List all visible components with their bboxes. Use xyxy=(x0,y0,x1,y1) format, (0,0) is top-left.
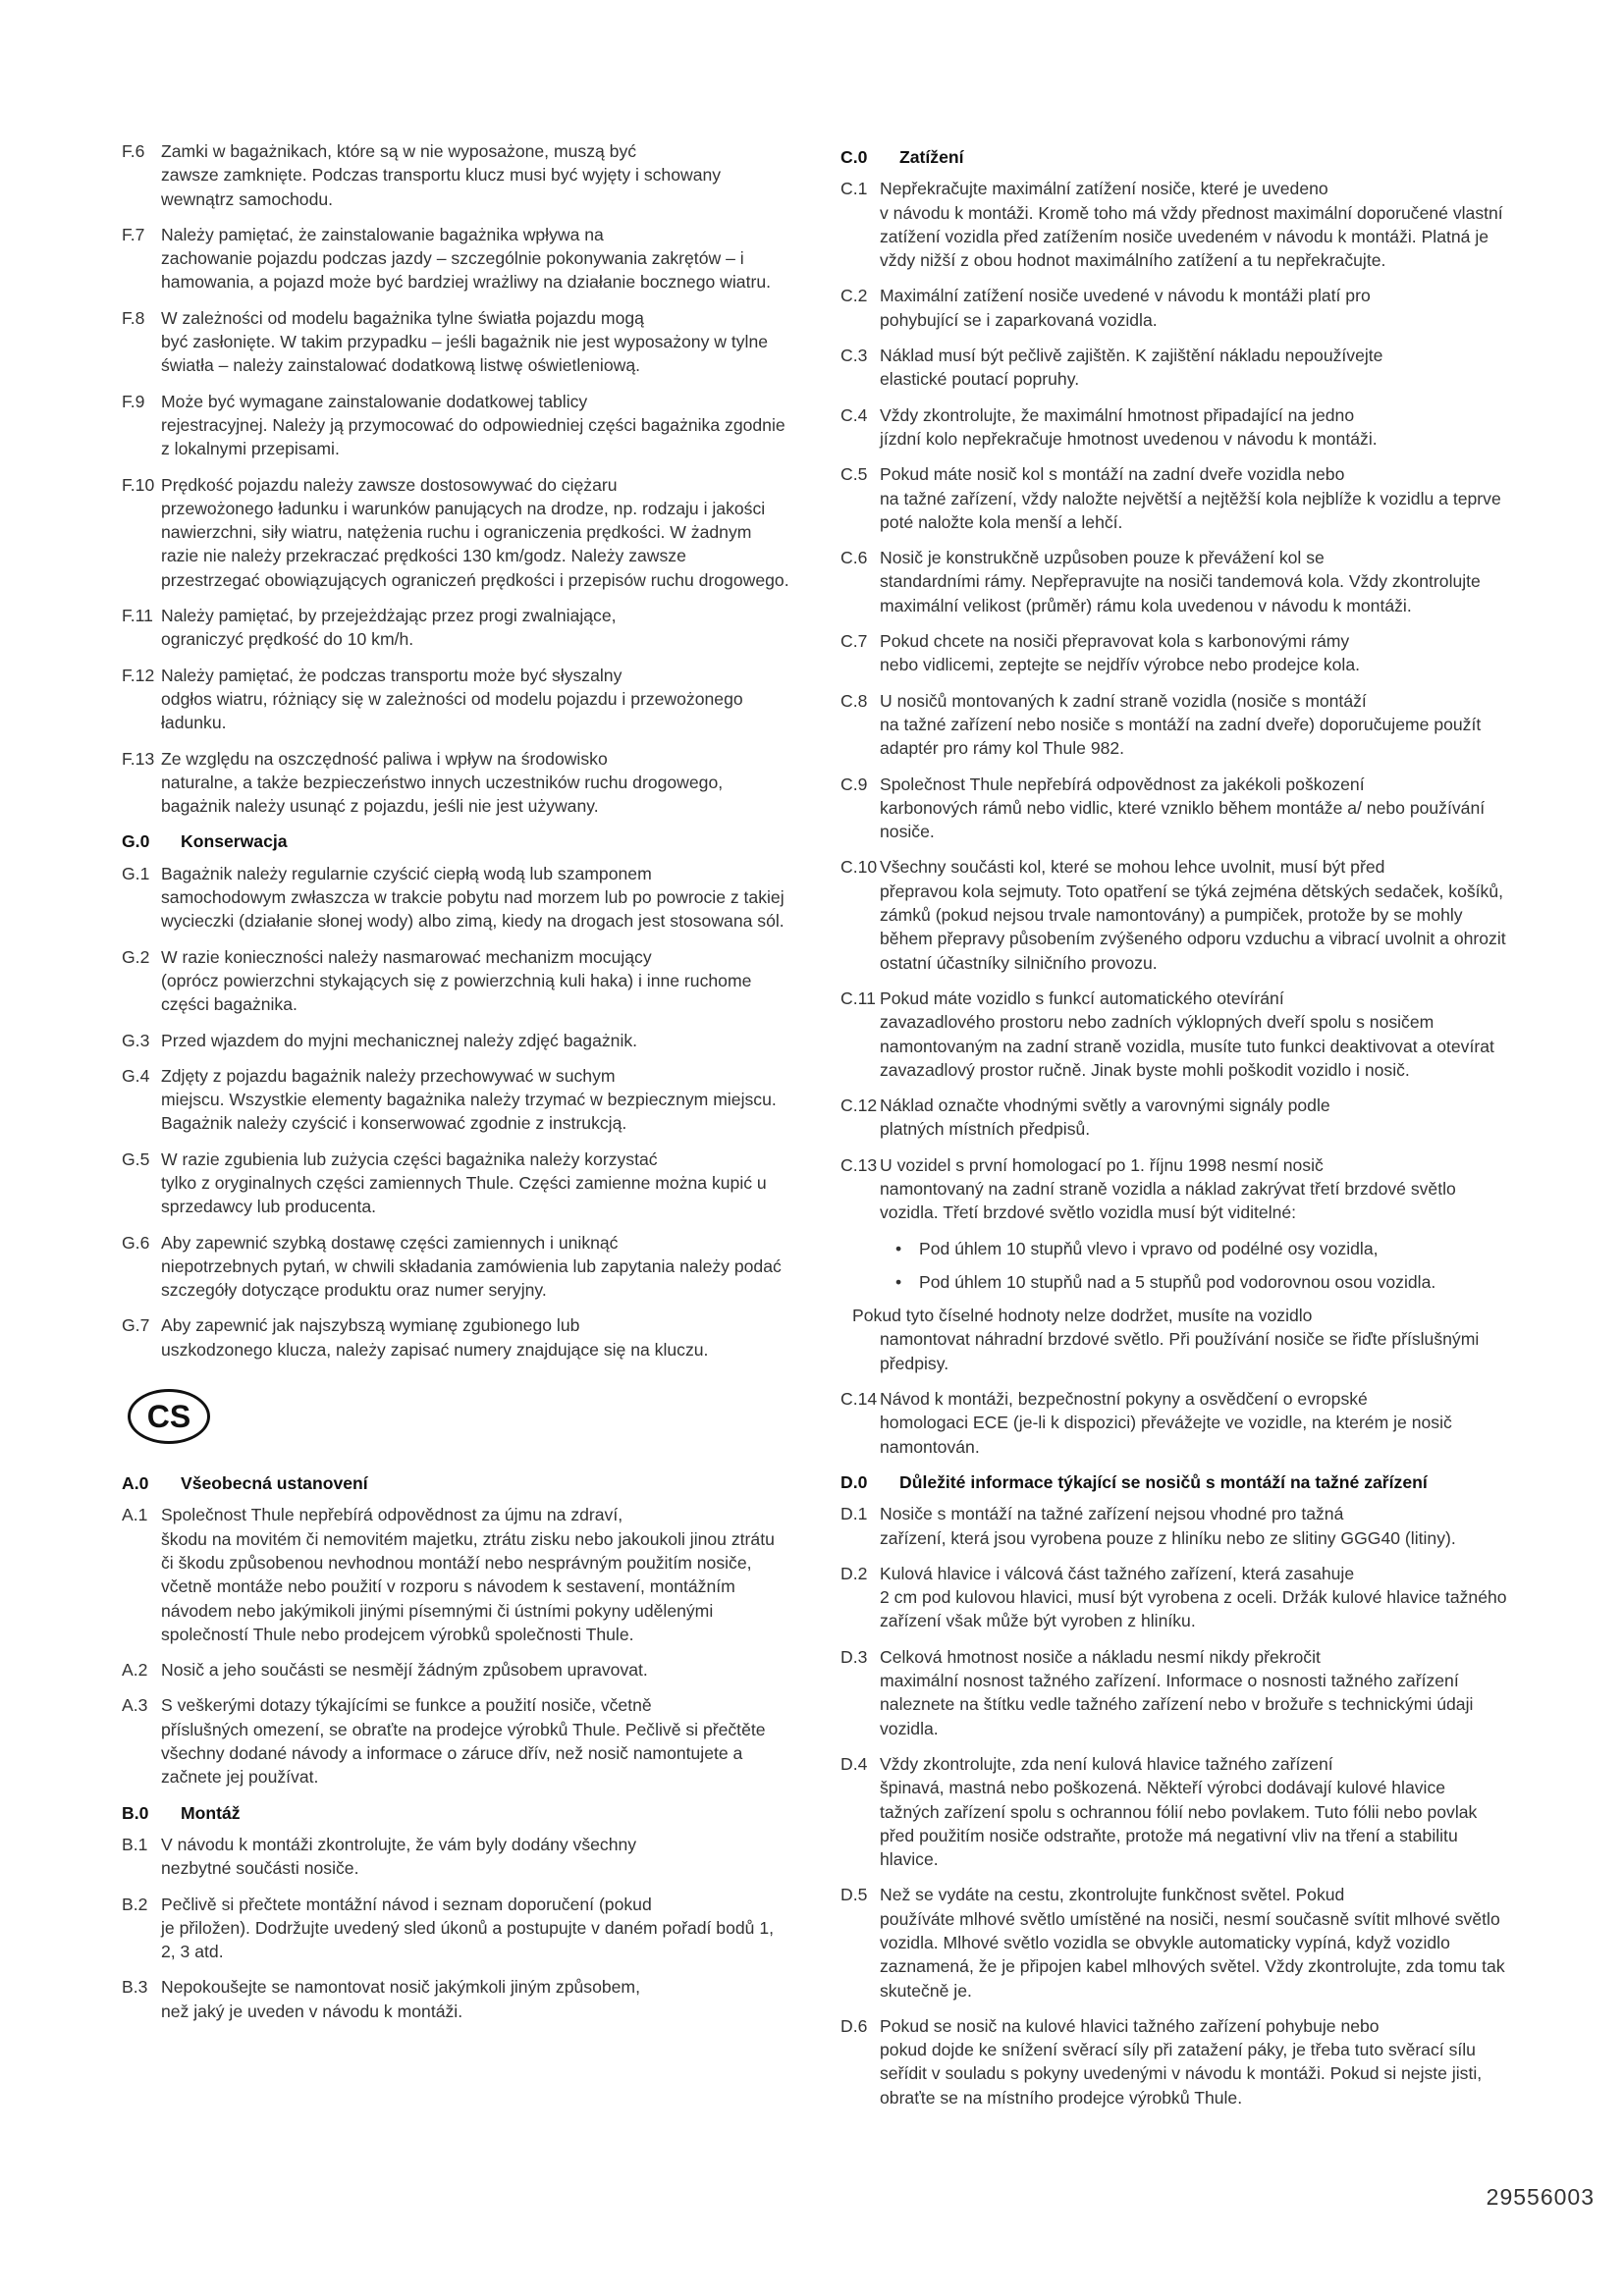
item-number: G.3 xyxy=(122,1030,150,1050)
item-text-continued: samochodowym zwłaszcza w trakcie pobytu nad morzem lub po powrocie z takiej wycieczki (działanie słonej wody) albo zimą, kiedy na drogach jest stosowana sól. xyxy=(161,887,785,932)
section-f-item xyxy=(122,747,789,819)
c13-bullet xyxy=(840,1237,1508,1260)
item-number: C.5 xyxy=(840,464,868,485)
section-title: Všeobecná ustanovení xyxy=(181,1473,368,1494)
section-a-item xyxy=(122,1658,789,1682)
section-c-item xyxy=(840,344,1508,392)
item-number: B.1 xyxy=(122,1834,148,1854)
item-number: G.2 xyxy=(122,946,150,967)
section-b-item xyxy=(122,1975,789,2023)
item-text: Nepokoušejte se namontovat nosič jakýmkoli jiným způsobem, xyxy=(161,1977,640,1998)
item-text: Celková hmotnost nosiče a nákladu nesmí nikdy překročit xyxy=(880,1646,1321,1667)
section-g-item xyxy=(122,1313,789,1362)
item-text-continued: špinavá, mastná nebo poškozená. Někteří výrobci dodávají kulové hlavice tažných zařízení spolu s ochrannou fólií nebo povlakem. Tuto fólii nebo povlak před použitím nosiče odstraňte, protože má negativní vliv na tření a stabilitu hlavice. xyxy=(880,1778,1478,1870)
item-text-continued: zawsze zamknięte. Podczas transportu klucz musi być wyjęty i schowany wewnątrz samochodu. xyxy=(161,165,722,209)
item-text-continued: maximální nosnost tažného zařízení. Informace o nosnosti tažného zařízení naleznete na štítku vedle tažného zařízení nebo v brožuře s technickými údaji vozidla. xyxy=(880,1671,1474,1738)
section-a-heading xyxy=(122,1471,789,1495)
item-text: Nepřekračujte maximální zatížení nosiče, které je uvedeno xyxy=(880,179,1328,199)
section-g-item xyxy=(122,862,789,934)
item-number: D.3 xyxy=(840,1646,868,1667)
item-text-continued: (oprócz powierzchni stykających się z powierzchnią kuli haka) i inne ruchome części bagażnika. xyxy=(161,970,752,1015)
section-d-item xyxy=(840,1645,1508,1740)
item-text: Należy pamiętać, że zainstalowanie bagażnika wpływa na xyxy=(161,224,604,244)
section-f-item xyxy=(122,604,789,652)
item-text: Może być wymagane zainstalowanie dodatkowej tablicy xyxy=(161,391,588,411)
item-text: Všechny součásti kol, které se mohou lehce uvolnit, musí být před xyxy=(880,857,1385,878)
item-number: C.11 xyxy=(840,988,876,1008)
section-d-item xyxy=(840,2014,1508,2109)
c13-bullet xyxy=(840,1270,1508,1294)
item-text: Przed wjazdem do myjni mechanicznej należy zdjęć bagażnik. xyxy=(161,1030,638,1050)
item-text: Kulová hlavice i válcová část tažného zařízení, která zasahuje xyxy=(880,1563,1355,1583)
section-g-item xyxy=(122,1148,789,1219)
item-number: A.3 xyxy=(122,1695,148,1716)
item-number: F.12 xyxy=(122,665,155,685)
item-text: Náklad označte vhodnými světly a varovnými signály podle xyxy=(880,1095,1330,1116)
section-f-item xyxy=(122,473,789,592)
section-c-item xyxy=(840,284,1508,332)
c13-note xyxy=(852,1304,1508,1375)
item-number: F.10 xyxy=(122,474,155,495)
section-c-item xyxy=(840,462,1508,534)
item-number: C.10 xyxy=(840,857,878,878)
item-number: F.11 xyxy=(122,606,153,626)
item-text-continued: być zasłonięte. W takim przypadku – jeśli bagażnik nie jest wyposażony w tylne światła – należy zainstalować dodatkową listwę oświetleniową. xyxy=(161,332,769,376)
item-number: D.5 xyxy=(840,1885,868,1905)
item-number: F.6 xyxy=(122,141,145,161)
item-text: U vozidel s první homologací po 1. říjnu 1998 nesmí nosič xyxy=(880,1154,1324,1175)
item-text-continued: zavazadlového prostoru nebo zadních výklopných dveří spolu s nosičem namontovaným na zadní straně vozidla, musíte tuto funkci deaktivovat a otevírat zavazadlový prostor ručně. Jinak byste mohli poškodit vozidlo i nosič. xyxy=(880,1012,1494,1080)
section-b-item xyxy=(122,1893,789,1964)
item-number: D.6 xyxy=(840,2015,868,2036)
item-number: C.14 xyxy=(840,1389,878,1410)
item-text-continued: niepotrzebnych pytań, w chwili składania zamówienia lub zapytania należy podać szczegóły dotyczące produktu oraz numer seryjny. xyxy=(161,1255,782,1301)
item-number: C.13 xyxy=(840,1154,878,1175)
section-d-item xyxy=(840,1883,1508,2002)
item-text-continued: odgłos wiatru, różniący się w zależności od modelu pojazdu i przewożonego ładunku. xyxy=(161,688,743,733)
item-text-continued: na tažné zařízení, vždy naložte největší a nejtěžší kola nejblíže k vozidlu a teprve poté naložte kola menší a lehčí. xyxy=(880,488,1501,532)
item-number: G.7 xyxy=(122,1315,150,1336)
item-number: F.9 xyxy=(122,391,145,411)
item-number: A.2 xyxy=(122,1660,148,1681)
item-number: A.1 xyxy=(122,1505,148,1525)
item-text-continued: rejestracyjnej. Należy ją przymocować do odpowiedniej części bagażnika zgodnie z lokalnymi przepisami. xyxy=(161,414,785,459)
item-text: Společnost Thule nepřebírá odpovědnost za újmu na zdraví, xyxy=(161,1505,623,1525)
item-text-continued: používáte mlhové světlo umístěné na nosiči, nesmí současně svítit mlhové světlo vozidla. Mlhové světlo vozidla se obvykle automaticky vypíná, když vozidlo zaznamená, že je připojen kabel mlhových světel. Vždy zkontrolujte, zda tomu tak skutečně je. xyxy=(880,1908,1505,2001)
note-text-continued: namontovat náhradní brzdové světlo. Při používání nosiče se řiďte příslušnými předpisy. xyxy=(880,1329,1480,1373)
item-text: Náklad musí být pečlivě zajištěn. K zajištění nákladu nepoužívejte xyxy=(880,346,1383,366)
item-text: Vždy zkontrolujte, že maximální hmotnost připadající na jedno xyxy=(880,404,1355,425)
section-title: Zatížení xyxy=(899,147,964,167)
section-f-item xyxy=(122,306,789,378)
section-c-item xyxy=(840,987,1508,1082)
item-text-continued: naturalne, a także bezpieczeństwo innych uczestników ruchu drogowego, bagażnik należy usunąć z pojazdu, jeśli nie jest używany. xyxy=(161,772,724,817)
section-d-item xyxy=(840,1752,1508,1871)
section-b-heading xyxy=(122,1801,789,1825)
section-a-item xyxy=(122,1693,789,1789)
item-text-continued: nezbytné součásti nosiče. xyxy=(161,1858,359,1879)
item-number: C.7 xyxy=(840,631,868,652)
item-text-continued: je přiložen). Dodržujte uvedený sled úkonů a postupujte v daném pořadí bodů 1, 2, 3 atd. xyxy=(161,1917,775,1962)
section-c-item xyxy=(840,855,1508,974)
bullet-text: Pod úhlem 10 stupňů vlevo i vpravo od podélné osy vozidla, xyxy=(919,1238,1379,1258)
item-number: C.9 xyxy=(840,774,868,794)
item-number: F.13 xyxy=(122,748,155,769)
item-text-continued: na tažné zařízení nebo nosiče s montáží na zadní dveře) doporučujeme použít adaptér pro rámy kol Thule 982. xyxy=(880,714,1482,759)
item-text: Nosič je konstrukčně uzpůsoben pouze k převážení kol se xyxy=(880,548,1325,568)
item-text: Aby zapewnić jak najszybszą wymianę zgubionego lub xyxy=(161,1315,580,1336)
section-g-item xyxy=(122,1029,789,1052)
item-text-continued: homologaci ECE (je-li k dispozici) převážejte ve vozidle, na kterém je nosič namontován. xyxy=(880,1413,1452,1457)
item-text: S veškerými dotazy týkajícími se funkce a použití nosiče, včetně xyxy=(161,1695,652,1716)
item-text-continued: jízdní kolo nepřekračuje hmotnost uvedenou v návodu k montáži. xyxy=(880,428,1378,449)
section-d-item xyxy=(840,1502,1508,1550)
item-text: W razie zgubienia lub zużycia części bagażnika należy korzystać xyxy=(161,1148,658,1169)
item-text-continued: přepravou kola sejmuty. Toto opatření se týká zejména dětských sedaček, košíků, zámků (pokud nejsou trvale namontovány) a pumpiček, protože by se mohly během přepravy působením zvýšeného odporu vzduchu a vibrací uvolnit a ohrozit ostatní účastníky silničního provozu. xyxy=(880,881,1506,973)
item-number: G.6 xyxy=(122,1232,150,1253)
item-text-continued: pohybující se i zaparkovaná vozidla. xyxy=(880,309,1158,330)
section-g-item xyxy=(122,1231,789,1303)
item-text-continued: elastické poutací popruhy. xyxy=(880,369,1080,390)
section-f-item xyxy=(122,139,789,211)
item-number: G.5 xyxy=(122,1148,150,1169)
item-text-continued: příslušných omezení, se obraťte na prodejce výrobků Thule. Pečlivě si přečtěte všechny dodané návody a informace o záruce dřív, než nosič namontujete a začnete jej používat. xyxy=(161,1719,766,1788)
item-number: C.2 xyxy=(840,286,868,306)
section-f-item xyxy=(122,664,789,735)
item-text: Należy pamiętać, by przejeżdżając przez progi zwalniające, xyxy=(161,606,617,626)
bullet-icon: • xyxy=(895,1271,902,1292)
section-c-item xyxy=(840,1094,1508,1142)
section-c-item xyxy=(840,773,1508,844)
item-number: C.1 xyxy=(840,179,868,199)
item-text: Zdjęty z pojazdu bagażnik należy przechowywać w suchym xyxy=(161,1065,616,1086)
item-text-continued: nebo vidlicemi, zeptejte se nejdřív výrobce nebo prodejce kola. xyxy=(880,655,1360,675)
left-column xyxy=(122,139,789,2035)
item-text: Společnost Thule nepřebírá odpovědnost za jakékoli poškození xyxy=(880,774,1365,794)
item-text: Bagażnik należy regularnie czyścić ciepłą wodą lub szamponem xyxy=(161,863,652,883)
item-text: Maximální zatížení nosiče uvedené v návodu k montáži platí pro xyxy=(880,286,1371,306)
item-text: W zależności od modelu bagażnika tylne światła pojazdu mogą xyxy=(161,307,644,328)
item-text: Ze względu na oszczędność paliwa i wpływ na środowisko xyxy=(161,748,608,769)
item-number: D.2 xyxy=(840,1563,868,1583)
item-text-continued: platných místních předpisů. xyxy=(880,1119,1091,1140)
item-number: G.1 xyxy=(122,863,150,883)
section-c-item xyxy=(840,177,1508,272)
section-c-item xyxy=(840,1387,1508,1459)
item-number: B.2 xyxy=(122,1894,148,1914)
item-number: C.3 xyxy=(840,346,868,366)
language-badge-cs: CS xyxy=(128,1389,210,1444)
item-text-continued: uszkodzonego klucza, należy zapisać numery znajdujące się na kluczu. xyxy=(161,1339,709,1360)
section-c-item xyxy=(840,403,1508,452)
item-text: V návodu k montáži zkontrolujte, že vám byly dodány všechny xyxy=(161,1834,637,1854)
item-text: Pokud máte nosič kol s montáží na zadní dveře vozidla nebo xyxy=(880,464,1345,485)
section-g-heading xyxy=(122,829,789,853)
item-text-continued: tylko z oryginalnych części zamiennych Thule. Części zamienne można kupić u sprzedawcy lub producenta. xyxy=(161,1172,767,1217)
item-text-continued: zařízení, která jsou vyrobena pouze z hliníku nebo ze slitiny GGG40 (litiny). xyxy=(880,1527,1456,1548)
section-title: Montáž xyxy=(181,1802,241,1823)
item-text-continued: miejscu. Wszystkie elementy bagażnika należy trzymać w bezpiecznym miejscu. Bagażnik należy czyścić i konserwować zgodnie z instrukcją. xyxy=(161,1090,777,1134)
item-text: Zamki w bagażnikach, które są w nie wyposażone, muszą być xyxy=(161,141,637,161)
item-text-continued: v návodu k montáži. Kromě toho má vždy přednost maximální doporučené vlastní zatížení vozidla před zatížením nosiče uvedeném v návodu k montáži. Platná je vždy nižší z obou hodnot maximálního zatížení a tu nepřekračujte. xyxy=(880,202,1503,271)
item-text: Aby zapewnić szybką dostawę części zamiennych i uniknąć xyxy=(161,1232,619,1253)
item-text: Pokud se nosič na kulové hlavici tažného zařízení pohybuje nebo xyxy=(880,2015,1380,2036)
item-number: C.6 xyxy=(840,548,868,568)
item-number: C.12 xyxy=(840,1095,878,1116)
item-text: Vždy zkontrolujte, zda není kulová hlavice tažného zařízení xyxy=(880,1753,1333,1774)
document-number: 29556003 xyxy=(1486,2184,1595,2210)
item-text-continued: škodu na movitém či nemovitém majetku, ztrátu zisku nebo jakoukoli jinou ztrátu či škodu způsobenou nevhodnou montáží nebo nesprávným použitím nosiče, včetně montáže nebo použití v rozporu s návodem k sestavení, montážním návodem nebo jakýmikoli jinými písemnými či ústními pokyny udělenými společností Thule nebo prodejcem výrobků společnosti Thule. xyxy=(161,1528,775,1644)
item-number: B.3 xyxy=(122,1977,148,1998)
section-title: Konserwacja xyxy=(181,831,288,852)
item-text-continued: zachowanie pojazdu podczas jazdy – szczególnie pokonywania zakrętów – i hamowania, a pojazd może być bardziej wrażliwy na działanie bocznego wiatru. xyxy=(161,248,771,293)
item-number: G.4 xyxy=(122,1065,150,1086)
item-number: D.1 xyxy=(840,1504,868,1524)
section-c-item xyxy=(840,689,1508,761)
item-text-continued: standardními rámy. Nepřepravujte na nosiči tandemová kola. Vždy zkontrolujte maximální velikost (průměr) rámu kola uvedenou v návodu k montáži. xyxy=(880,571,1481,615)
section-title: Důležité informace týkající se nosičů s montáží na tažné zařízení xyxy=(899,1471,1428,1492)
section-c-item xyxy=(840,1153,1508,1225)
section-c-item xyxy=(840,629,1508,677)
right-column xyxy=(840,139,1508,2121)
item-text: Než se vydáte na cestu, zkontrolujte funkčnost světel. Pokud xyxy=(880,1885,1345,1905)
item-text: Nosič a jeho součásti se nesmějí žádným způsobem upravovat. xyxy=(161,1660,648,1681)
section-a-item xyxy=(122,1503,789,1646)
bullet-text: Pod úhlem 10 stupňů nad a 5 stupňů pod vodorovnou osou vozidla. xyxy=(919,1271,1436,1292)
section-f-item xyxy=(122,390,789,461)
item-number: C.4 xyxy=(840,404,868,425)
section-b-item xyxy=(122,1833,789,1881)
bullet-icon: • xyxy=(895,1238,902,1258)
section-number: D.0 xyxy=(840,1471,868,1492)
section-c-item xyxy=(840,546,1508,617)
section-number: G.0 xyxy=(122,831,150,852)
section-g-item xyxy=(122,945,789,1017)
item-text-continued: przewożonego ładunku i warunków panujących na drodze, np. rodzaju i jakości nawierzchni, siły wiatru, natężenia ruchu i ograniczenia prędkości. W żadnym razie nie należy przekraczać prędkości 130 km/godz. Należy zawsze przestrzegać obowiązujących ograniczeń prędkości i przepisów ruchu drogowego. xyxy=(161,498,789,590)
item-text: Pečlivě si přečtete montážní návod i seznam doporučení (pokud xyxy=(161,1894,652,1914)
item-number: F.8 xyxy=(122,307,145,328)
section-d-item xyxy=(840,1562,1508,1633)
item-number: C.8 xyxy=(840,690,868,711)
note-text: Pokud tyto číselné hodnoty nelze dodržet, musíte na vozidlo xyxy=(852,1306,1313,1326)
item-text-continued: pokud dojde ke snížení svěrací síly při zatažení páky, je třeba tuto svěrací sílu seřídit v souladu s pokyny uvedenými v návodu k montáži. Pokud si nejste jisti, obraťte se na místního prodejce výrobků Thule. xyxy=(880,2040,1483,2108)
section-f-item xyxy=(122,223,789,294)
item-text: Pokud chcete na nosiči přepravovat kola s karbonovými rámy xyxy=(880,631,1350,652)
item-number: F.7 xyxy=(122,224,145,244)
section-g-item xyxy=(122,1064,789,1136)
section-c-heading xyxy=(840,145,1508,169)
item-text-continued: než jaký je uveden v návodu k montáži. xyxy=(161,2001,463,2021)
item-text: Pokud máte vozidlo s funkcí automatického otevírání xyxy=(880,988,1284,1008)
item-text-continued: namontovaný na zadní straně vozidla a náklad zakrývat třetí brzdové světlo vozidla. Třetí brzdové světlo vozidla musí být viditelné: xyxy=(880,1178,1456,1223)
item-text: U nosičů montovaných k zadní straně vozidla (nosiče s montáží xyxy=(880,690,1367,711)
item-text: Prędkość pojazdu należy zawsze dostosowywać do ciężaru xyxy=(161,474,618,495)
item-text: W razie konieczności należy nasmarować mechanizm mocujący xyxy=(161,946,652,967)
item-text-continued: ograniczyć prędkość do 10 km/h. xyxy=(161,629,414,650)
item-text: Należy pamiętać, że podczas transportu może być słyszalny xyxy=(161,665,623,685)
item-text-continued: karbonových rámů nebo vidlic, které vzniklo během montáže a/ nebo používání nosiče. xyxy=(880,797,1486,842)
item-text: Nosiče s montáží na tažné zařízení nejsou vhodné pro tažná xyxy=(880,1504,1344,1524)
section-number: C.0 xyxy=(840,147,868,167)
item-number: D.4 xyxy=(840,1753,868,1774)
item-text: Návod k montáži, bezpečnostní pokyny a osvědčení o evropské xyxy=(880,1389,1368,1410)
section-number: A.0 xyxy=(122,1473,149,1494)
section-number: B.0 xyxy=(122,1802,149,1823)
section-d-heading xyxy=(840,1470,1508,1494)
item-text-continued: 2 cm pod kulovou hlavici, musí být vyrobena z oceli. Držák kulové hlavice tažného zařízení však může být vyroben z hliníku. xyxy=(880,1587,1507,1631)
